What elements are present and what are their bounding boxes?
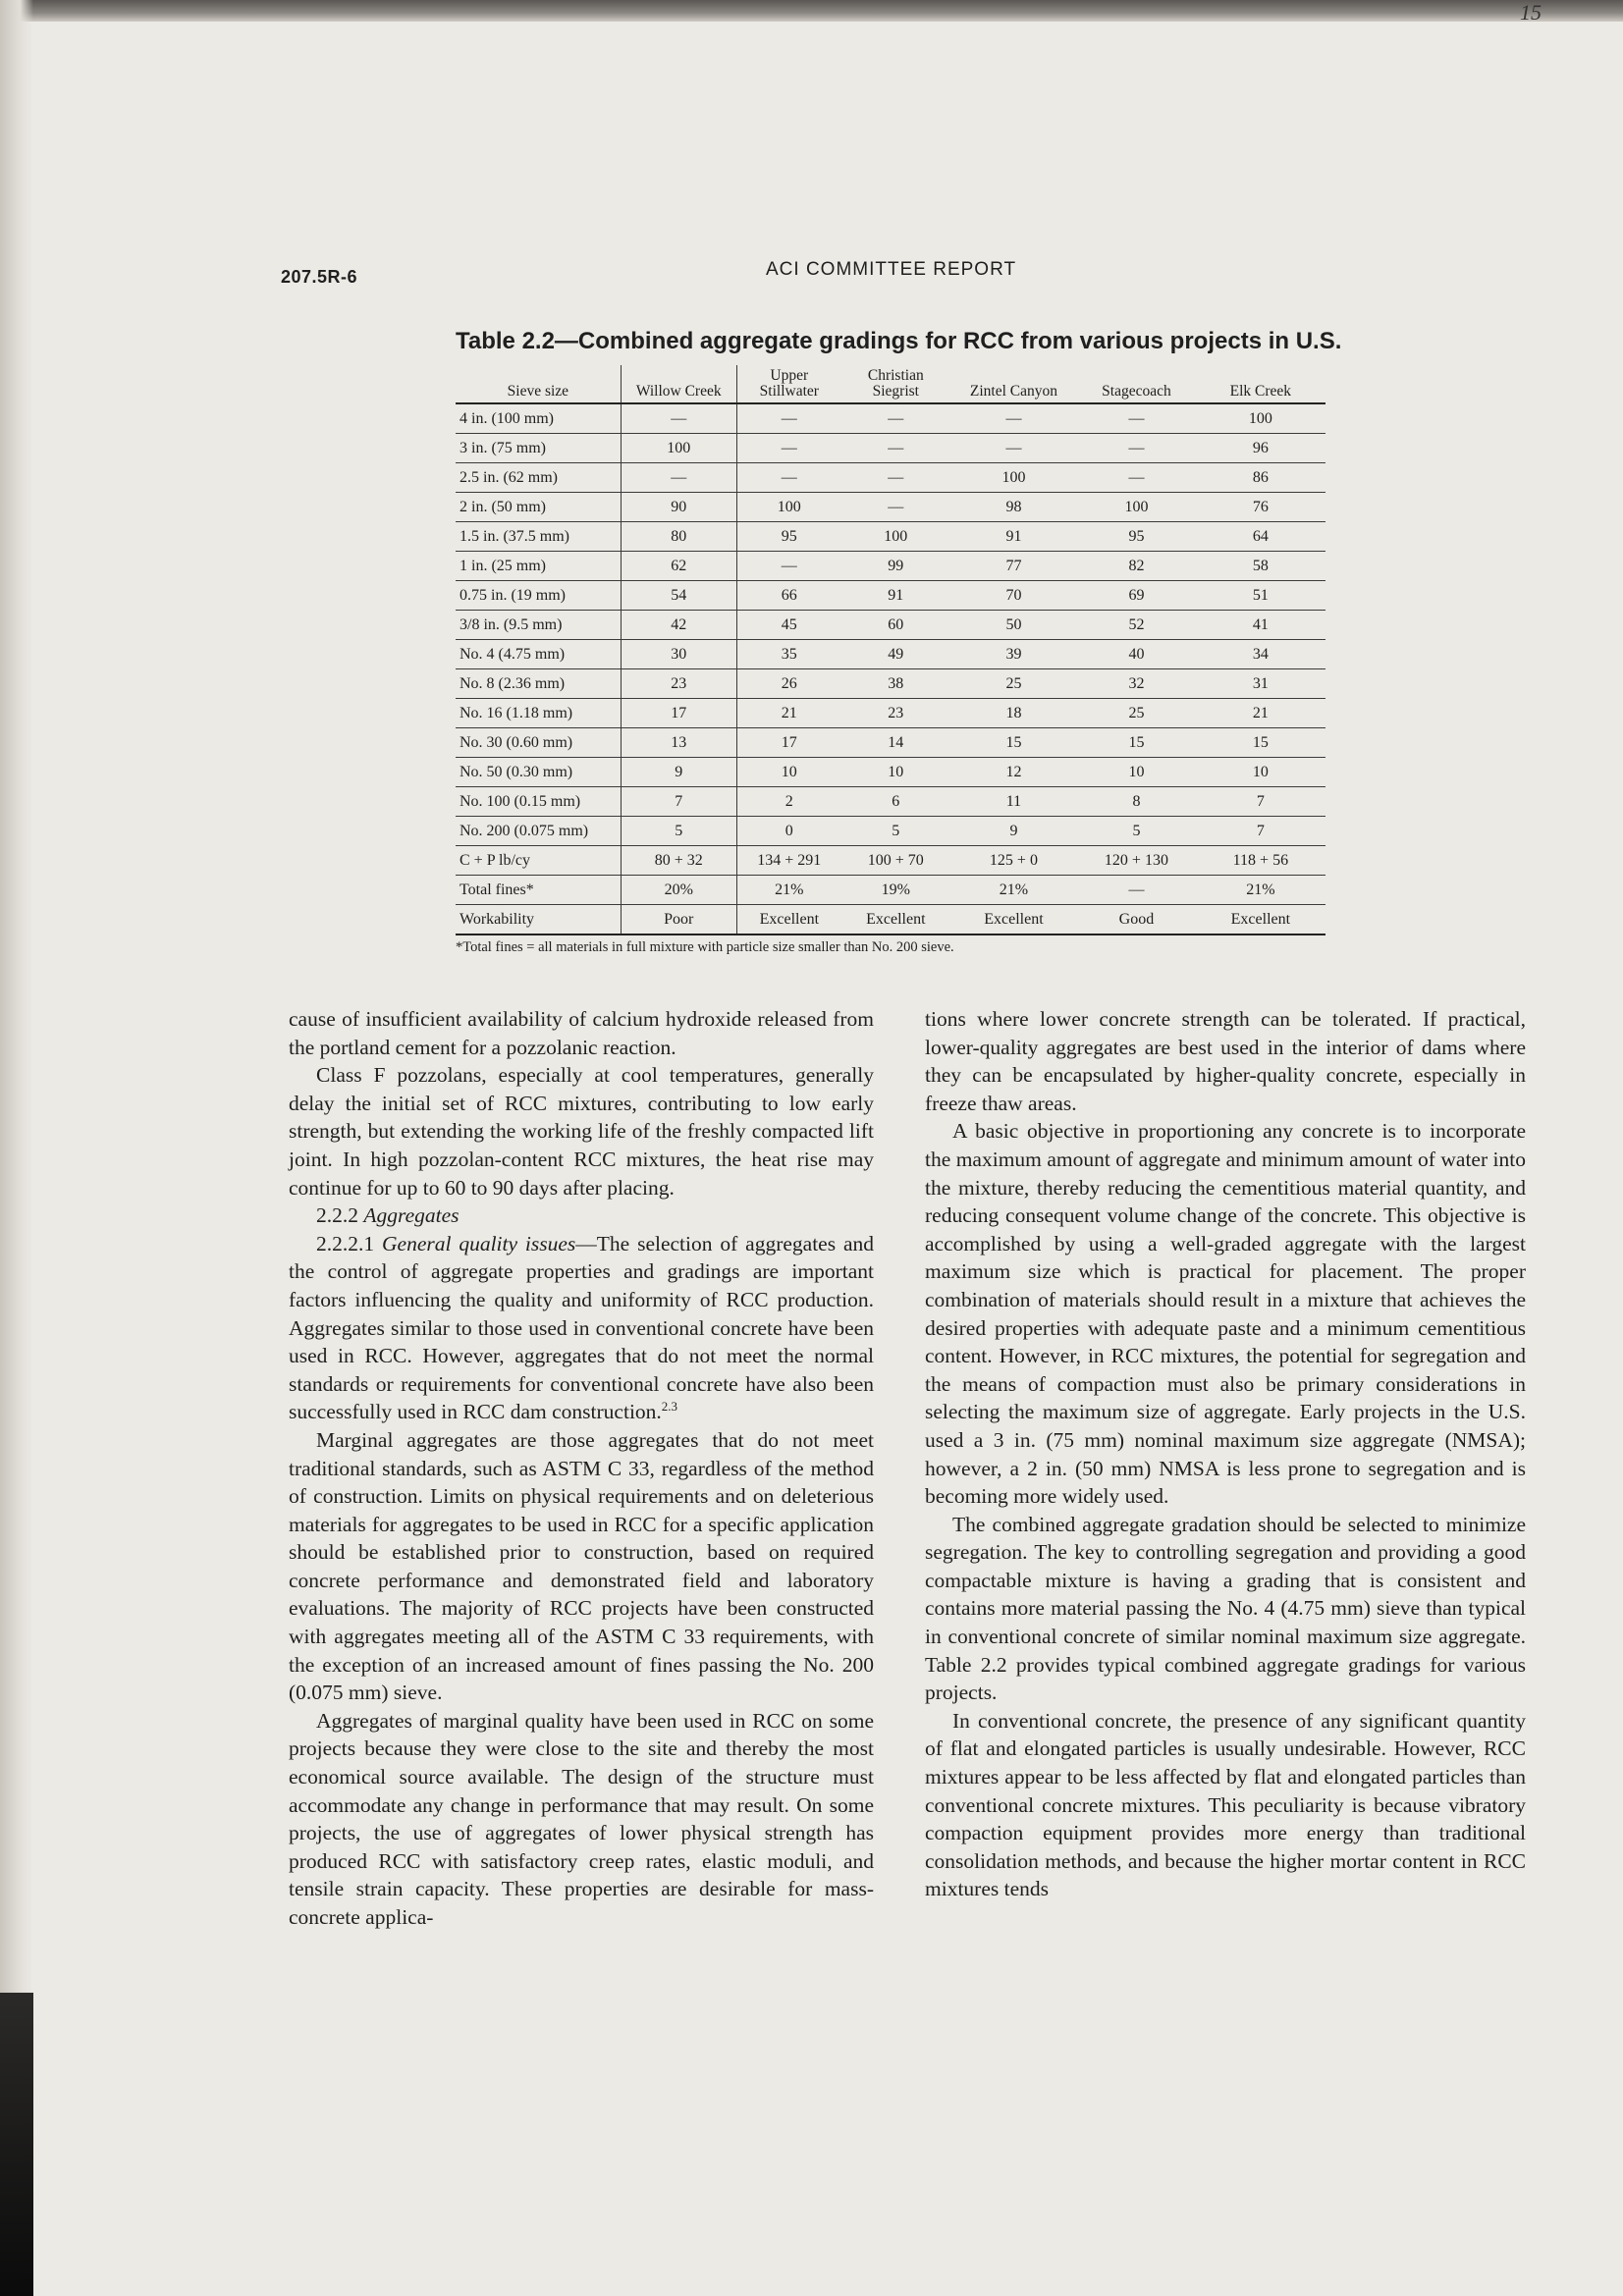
table-cell: 45 — [736, 611, 841, 640]
table-cell: — — [841, 434, 950, 463]
table-cell: 125 + 0 — [950, 846, 1077, 876]
table-cell: 30 — [621, 640, 736, 669]
table-cell: 76 — [1196, 493, 1325, 522]
table-cell: 118 + 56 — [1196, 846, 1325, 876]
table-cell: 100 — [1077, 493, 1196, 522]
table-cell: 100 — [950, 463, 1077, 493]
sieve-size-cell: 1.5 in. (37.5 mm) — [456, 522, 621, 552]
left-text-column — [289, 1005, 874, 1932]
table-cell: 9 — [621, 758, 736, 787]
table-cell: 35 — [736, 640, 841, 669]
table-cell: — — [736, 552, 841, 581]
section-heading — [289, 1201, 874, 1230]
sieve-size-cell: No. 30 (0.60 mm) — [456, 728, 621, 758]
table-container — [456, 365, 1325, 956]
table-cell: Excellent — [950, 905, 1077, 935]
paragraph: The combined aggregate gradation should be selected to minimize segregation. The key to controlling segregation and providing a good compactable mixture is having a grading that is consistent and contains more material passing the No. 4 (4.75 mm) sieve than typical in conventional concrete of similar nominal maximum size aggregate. Table 2.2 provides typical combined aggregate gradings for various projects. — [925, 1512, 1526, 1705]
table-cell: 23 — [621, 669, 736, 699]
column-header: Willow Creek — [621, 365, 736, 403]
table-row — [456, 669, 1325, 699]
table-row — [456, 876, 1325, 905]
table-title: Table 2.2—Combined aggregate gradings for RCC from various projects in U.S. — [456, 328, 1342, 354]
table-cell: 98 — [950, 493, 1077, 522]
page-binding-shadow — [0, 1993, 33, 2296]
paragraph: Class F pozzolans, especially at cool temperatures, generally delay the initial set of RCC mixtures, contributing to low early strength, but extending the working life of the freshly compacted lift joint. In high pozzolan-content RCC mixtures, the heat rise may continue for up to 60 to 90 days after placing. — [289, 1063, 874, 1200]
table-cell: 11 — [950, 787, 1077, 817]
paragraph: Aggregates of marginal quality have been used in RCC on some projects because they were close to the site and thereby the most economical source available. The design of the structure must accommodate any change in performance that may result. On some projects, the use of aggregates of lower physical strength has produced RCC with satisfactory creep rates, elastic moduli, and tensile strain capacity. These properties are desirable for mass-concrete applica- — [289, 1708, 874, 1929]
table-cell: 58 — [1196, 552, 1325, 581]
table-row — [456, 403, 1325, 434]
sieve-size-cell: 2.5 in. (62 mm) — [456, 463, 621, 493]
table-row — [456, 728, 1325, 758]
table-cell: — — [1077, 434, 1196, 463]
table-row — [456, 493, 1325, 522]
table-cell: 26 — [736, 669, 841, 699]
table-cell: 0 — [736, 817, 841, 846]
table-cell: 100 — [1196, 403, 1325, 434]
table-row — [456, 817, 1325, 846]
table-cell: 100 — [841, 522, 950, 552]
sieve-size-cell: 3/8 in. (9.5 mm) — [456, 611, 621, 640]
table-cell: — — [950, 403, 1077, 434]
table-cell: 25 — [950, 669, 1077, 699]
table-cell: — — [841, 493, 950, 522]
page-left-shadow — [0, 0, 33, 2296]
table-cell: 14 — [841, 728, 950, 758]
table-header-row — [456, 365, 1325, 403]
table-cell: 41 — [1196, 611, 1325, 640]
table-cell: 5 — [841, 817, 950, 846]
page-top-edge — [0, 0, 1623, 22]
table-cell: 12 — [950, 758, 1077, 787]
table-cell: 49 — [841, 640, 950, 669]
table-cell: — — [736, 463, 841, 493]
sieve-size-cell: No. 16 (1.18 mm) — [456, 699, 621, 728]
page-number: 207.5R-6 — [281, 267, 358, 287]
paragraph: A basic objective in proportioning any concrete is to incorporate the maximum amount of aggregate and minimum amount of water into the mixture, thereby reducing the cementitious material quantity, and reducing consequent volume change of the concrete. This objective is accomplished by using a well-graded aggregate with the largest maximum size which is practical for placement. The proper combination of materials should result in a mixture that achieves the desired properties with adequate paste and a minimum cementitious content. However, in RCC mixtures, the potential for segregation and the means of compaction must also be primary considerations in selecting the maximum size of aggregate. Early projects in the U.S. used a 3 in. (75 mm) nominal maximum size aggregate (NMSA); however, a 2 in. (50 mm) NMSA is less prone to segregation and is becoming more widely used. — [925, 1119, 1526, 1509]
table-footnote: *Total fines = all materials in full mixture with particle size smaller than No. 200 sieve. — [456, 939, 954, 955]
table-cell: 82 — [1077, 552, 1196, 581]
table-cell: — — [621, 463, 736, 493]
table-cell: 15 — [1077, 728, 1196, 758]
column-header: Stagecoach — [1077, 365, 1196, 403]
table-cell: 69 — [1077, 581, 1196, 611]
table-cell: Excellent — [736, 905, 841, 935]
table-cell: Excellent — [1196, 905, 1325, 935]
table-cell: 9 — [950, 817, 1077, 846]
table-cell: 10 — [841, 758, 950, 787]
sieve-size-cell: 2 in. (50 mm) — [456, 493, 621, 522]
table-cell: 60 — [841, 611, 950, 640]
paragraph: In conventional concrete, the presence of any significant quantity of flat and elongated particles is usually undesirable. However, RCC mixtures appear to be less affected by flat and elongated particles than conventional concrete mixtures. This peculiarity is because vibratory compaction equipment provides more energy than traditional consolidation methods, and because the higher mortar content in RCC mixtures tends — [925, 1708, 1526, 1901]
table-cell: 80 — [621, 522, 736, 552]
table-cell: — — [841, 403, 950, 434]
table-cell: 7 — [621, 787, 736, 817]
table-cell: 8 — [1077, 787, 1196, 817]
table-cell: 10 — [1196, 758, 1325, 787]
table-cell: 70 — [950, 581, 1077, 611]
table-cell: 54 — [621, 581, 736, 611]
table-row — [456, 434, 1325, 463]
sieve-size-cell: No. 200 (0.075 mm) — [456, 817, 621, 846]
table-row — [456, 522, 1325, 552]
table-cell: 120 + 130 — [1077, 846, 1196, 876]
table-cell: 66 — [736, 581, 841, 611]
table-row — [456, 581, 1325, 611]
table-cell: 91 — [841, 581, 950, 611]
corner-mark: 15 — [1520, 0, 1542, 25]
table-row — [456, 846, 1325, 876]
table-cell: 10 — [736, 758, 841, 787]
table-cell: 5 — [621, 817, 736, 846]
column-header: Zintel Canyon — [950, 365, 1077, 403]
table-cell: — — [950, 434, 1077, 463]
table-cell: 19% — [841, 876, 950, 905]
sieve-size-cell: Workability — [456, 905, 621, 935]
subsection-title: General quality issues — [382, 1231, 576, 1255]
table-cell: 7 — [1196, 817, 1325, 846]
table-cell: — — [621, 403, 736, 434]
table-cell: 15 — [950, 728, 1077, 758]
sieve-size-cell: No. 100 (0.15 mm) — [456, 787, 621, 817]
table-cell: 32 — [1077, 669, 1196, 699]
section-number: 2.2.2 — [316, 1203, 358, 1228]
table-cell: 62 — [621, 552, 736, 581]
table-cell: 50 — [950, 611, 1077, 640]
table-cell: 31 — [1196, 669, 1325, 699]
sieve-size-cell: 0.75 in. (19 mm) — [456, 581, 621, 611]
paragraph-text: —The selection of aggregates and the control of aggregate properties and gradings are important factors influencing the quality and uniformity of RCC production. Aggregates similar to those used in conventional concrete have been used in RCC. However, aggregates that do not meet the normal standards or requirements for conventional concrete have also been successfully used in RCC dam construction. — [289, 1231, 874, 1424]
subsection-number: 2.2.2.1 — [316, 1231, 375, 1255]
table-row — [456, 699, 1325, 728]
table-cell: — — [1077, 463, 1196, 493]
running-head: ACI COMMITTEE REPORT — [766, 259, 1017, 280]
table-cell: — — [736, 434, 841, 463]
table-cell: 2 — [736, 787, 841, 817]
column-header: Upper Stillwater — [736, 365, 841, 403]
table-cell: 23 — [841, 699, 950, 728]
table-cell: 21 — [736, 699, 841, 728]
table-row — [456, 463, 1325, 493]
table-cell: Good — [1077, 905, 1196, 935]
paragraph: cause of insufficient availability of calcium hydroxide released from the portland cement for a pozzolanic reaction. — [289, 1007, 874, 1059]
table-cell: 17 — [621, 699, 736, 728]
column-header: Sieve size — [456, 365, 621, 403]
column-header: Christian Siegrist — [841, 365, 950, 403]
table-cell: 25 — [1077, 699, 1196, 728]
table-cell: 17 — [736, 728, 841, 758]
table-cell: 51 — [1196, 581, 1325, 611]
table-cell: 95 — [736, 522, 841, 552]
table-cell: 100 + 70 — [841, 846, 950, 876]
column-header: Elk Creek — [1196, 365, 1325, 403]
table-cell: 96 — [1196, 434, 1325, 463]
paragraph: Marginal aggregates are those aggregates that do not meet traditional standards, such as ASTM C 33, regardless of the method of construction. Limits on physical requirements and on deleterious materials for aggregates to be used in RCC for a specific application should be established prior to construction, based on required concrete performance and demonstrated field and laboratory evaluations. The majority of RCC projects have been constructed with aggregates meeting all of the ASTM C 33 requirements, with the exception of an increased amount of fines passing the No. 200 (0.075 mm) sieve. — [289, 1427, 874, 1705]
table-cell: 64 — [1196, 522, 1325, 552]
table-cell: 38 — [841, 669, 950, 699]
sieve-size-cell: 3 in. (75 mm) — [456, 434, 621, 463]
table-cell: 20% — [621, 876, 736, 905]
table-cell: 21 — [1196, 699, 1325, 728]
table-row — [456, 552, 1325, 581]
sieve-size-cell: Total fines* — [456, 876, 621, 905]
table-cell: 80 + 32 — [621, 846, 736, 876]
table-cell: 34 — [1196, 640, 1325, 669]
table-cell: 95 — [1077, 522, 1196, 552]
sieve-size-cell: 4 in. (100 mm) — [456, 403, 621, 434]
table-cell: 77 — [950, 552, 1077, 581]
table-cell: 7 — [1196, 787, 1325, 817]
sieve-size-cell: No. 8 (2.36 mm) — [456, 669, 621, 699]
table-row — [456, 640, 1325, 669]
table-cell: 40 — [1077, 640, 1196, 669]
paragraph: tions where lower concrete strength can be tolerated. If practical, lower-quality aggregates are best used in the interior of dams where they can be encapsulated by higher-quality concrete, especially in freeze thaw areas. — [925, 1007, 1526, 1115]
table-cell: 21% — [950, 876, 1077, 905]
paragraph — [289, 1230, 874, 1426]
table-cell: Excellent — [841, 905, 950, 935]
table-row — [456, 787, 1325, 817]
table-cell: 91 — [950, 522, 1077, 552]
table-cell: 18 — [950, 699, 1077, 728]
table-cell: 86 — [1196, 463, 1325, 493]
table-row — [456, 611, 1325, 640]
table-cell: 99 — [841, 552, 950, 581]
table-cell: 21% — [1196, 876, 1325, 905]
table-cell: — — [736, 403, 841, 434]
sieve-size-cell: No. 50 (0.30 mm) — [456, 758, 621, 787]
table-cell: 100 — [736, 493, 841, 522]
table-cell: 21% — [736, 876, 841, 905]
table-cell: 90 — [621, 493, 736, 522]
table-row — [456, 905, 1325, 935]
sieve-size-cell: C + P lb/cy — [456, 846, 621, 876]
table-row — [456, 758, 1325, 787]
table-cell: — — [1077, 876, 1196, 905]
table-cell: 100 — [621, 434, 736, 463]
reference-superscript: 2.3 — [661, 1399, 678, 1415]
gradings-table — [456, 365, 1325, 935]
table-cell: — — [1077, 403, 1196, 434]
table-cell: 39 — [950, 640, 1077, 669]
table-cell: 52 — [1077, 611, 1196, 640]
table-cell: 13 — [621, 728, 736, 758]
section-title: Aggregates — [363, 1203, 460, 1228]
table-cell: 42 — [621, 611, 736, 640]
table-cell: 15 — [1196, 728, 1325, 758]
table-cell: — — [841, 463, 950, 493]
table-cell: 6 — [841, 787, 950, 817]
table-body — [456, 403, 1325, 934]
table-cell: 134 + 291 — [736, 846, 841, 876]
sieve-size-cell: 1 in. (25 mm) — [456, 552, 621, 581]
sieve-size-cell: No. 4 (4.75 mm) — [456, 640, 621, 669]
table-cell: Poor — [621, 905, 736, 935]
table-cell: 5 — [1077, 817, 1196, 846]
right-text-column — [925, 1005, 1526, 1903]
table-cell: 10 — [1077, 758, 1196, 787]
